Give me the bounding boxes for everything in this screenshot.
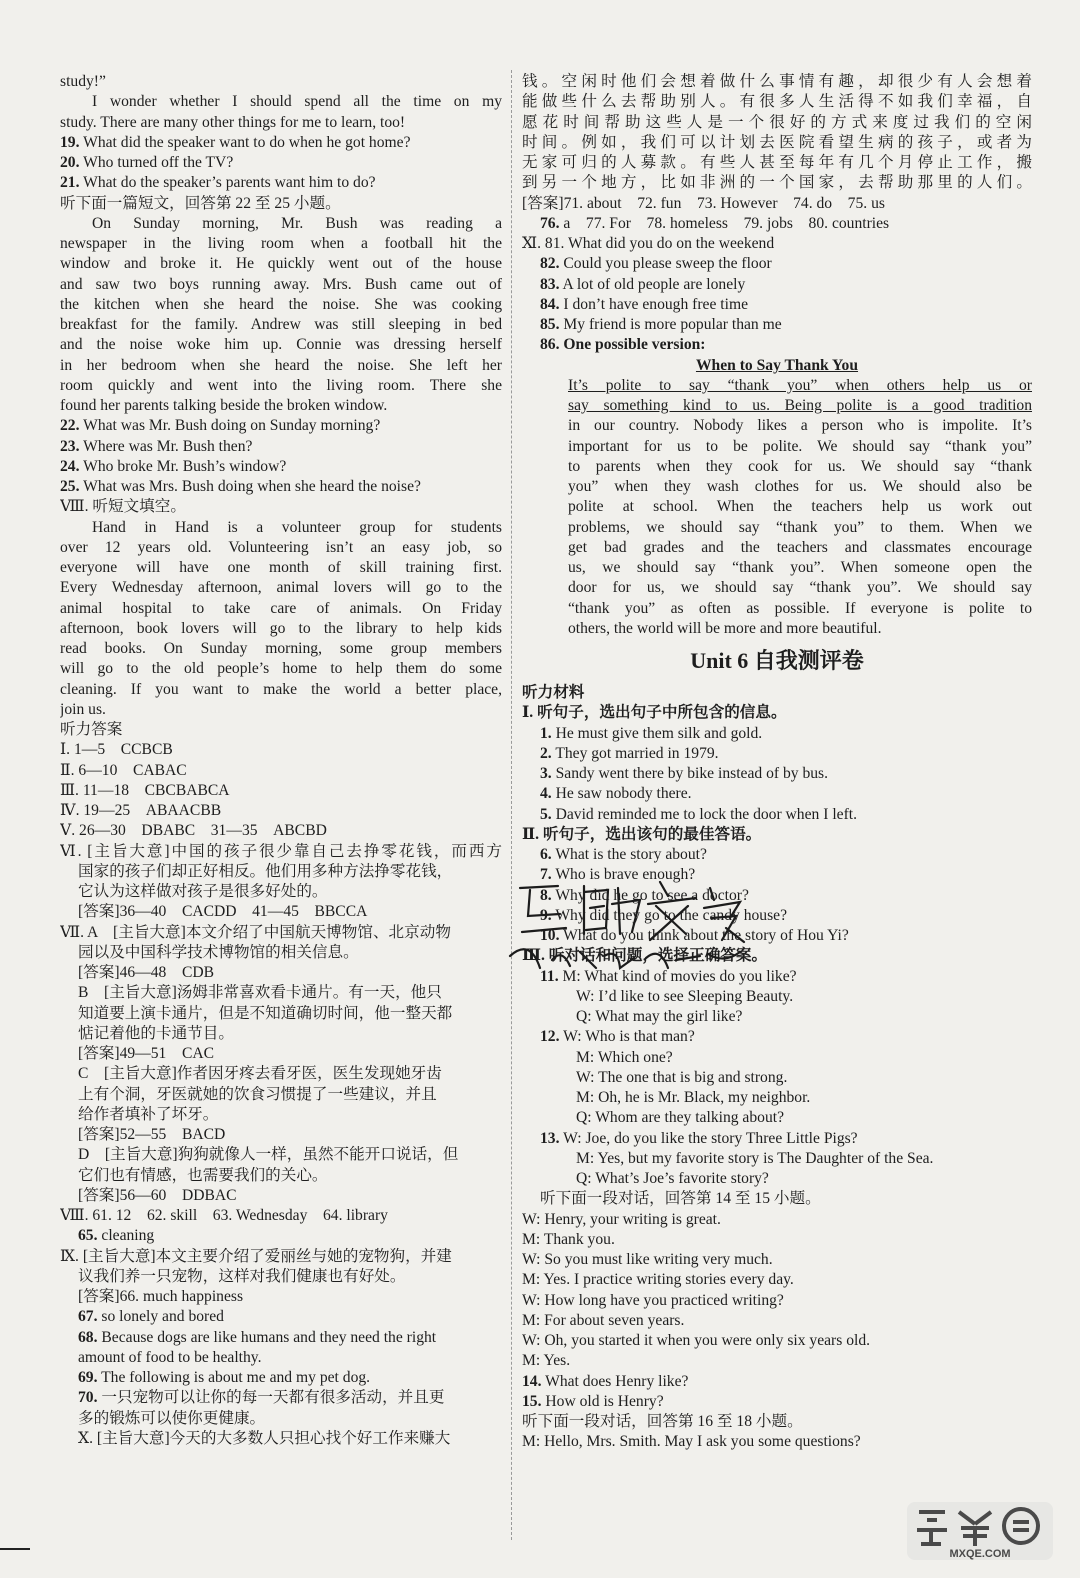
right-column-line: It’s polite to say “thank you” when others help us or [568,376,1032,394]
left-column-line: read books. On Sunday morning, some group members [60,640,502,657]
right-column-line: 钱。空闲时他们会想着做什么事情有趣，却很少有人会想着 [522,73,1032,90]
handwritten-watermark [500,868,780,978]
left-column-line: 听力答案 [60,721,123,738]
left-column-line: 68. Because dogs are like humans and they need the right [78,1328,437,1346]
right-column-line: 听力材料 [522,684,585,701]
left-column-line: window and broke it. He quickly went out of the house [60,255,502,273]
right-column-line: 能做些什么去帮助别人。有很多人生活得不如我们幸福，自 [522,93,1032,111]
right-column-line: 9. Why did they go to the candy house? [540,906,788,924]
left-column-line: the kitchen when she heard the noise. She was cooking [60,295,502,313]
right-column-line: M: For about seven years. [522,1311,685,1329]
right-column-line: W: I’d like to see Sleeping Beauty. [576,987,794,1005]
left-column-line: D [主旨大意]狗狗就像人一样，虽然不能开口说话，但 [78,1146,459,1164]
right-column-line: Q: Whom are they talking about? [576,1109,785,1127]
left-column-line: Ⅱ. 6—10 CABAC [60,761,187,779]
right-column-line: 15. How old is Henry? [522,1392,664,1410]
right-column-line: 无家可归的人募款。有些人甚至每年有几个月停止工作，搬 [522,154,1032,171]
svg-text:MXQE.COM: MXQE.COM [949,1548,1011,1560]
left-column-line: 25. What was Mrs. Bush doing when she heard the noise? [60,478,421,495]
left-column-line: Ⅲ. 11—18 CBCBABCA [60,781,230,799]
left-column-line: On Sunday morning, Mr. Bush was reading a [92,214,502,232]
right-column-line: 10. What do you think about the story of Hou Yi? [540,927,849,944]
right-column-line: 3. Sandy went there by bike instead of by bus. [540,765,829,782]
right-column-line: to parents when they cook for us. We should say “thank [568,457,1032,475]
left-column-line: cleaning. If you want to make the world a better place, [60,680,502,698]
left-column-line: 24. Who broke Mr. Bush’s window? [60,457,287,475]
left-column-line: everyone will have one month of skill training first. [60,559,502,576]
right-column-line: W: Henry, your writing is great. [522,1210,721,1228]
left-column-line: 69. The following is about me and my pet dog. [78,1369,371,1386]
left-column-line: Ⅶ. A [主旨大意]本文介绍了中国航天博物馆、北京动物 [60,923,451,941]
left-column-line: 国家的孩子们却正好相反。他们用多种方法挣零花钱， [78,862,453,880]
left-column-line: Ⅳ. 19—25 ABAACBB [60,802,222,819]
left-column-line: Ⅴ. 26—30 DBABC 31—35 ABCBD [60,822,327,840]
left-column-line: 知道要上演卡通片，但是不知道确切时间，他一整天都 [78,1004,453,1022]
left-column-line: C [主旨大意]作者因牙疼去看牙医，医生发现她牙齿 [78,1065,442,1083]
left-column-line: [答案]36—40 CACDD 41—45 BBCCA [78,903,368,921]
right-column-line: 14. What does Henry like? [522,1372,689,1390]
left-column-line: study. There are many other things for me to learn, too! [60,113,406,131]
right-column-line: M: Yes, but my favorite story is The Daughter of the Sea. [576,1149,934,1167]
left-column-line: 65. cleaning [78,1227,155,1245]
left-column-line: 20. Who turned off the TV? [60,154,234,171]
left-column-line: study!” [60,73,106,90]
left-column-line: Every Wednesday afternoon, animal lovers will go to the [60,579,502,597]
left-column-line: [答案]46—48 CDB [78,964,215,981]
left-column-line: Ⅷ. 61. 12 62. skill 63. Wednesday 64. library [60,1207,388,1224]
right-column-line: Ⅱ. 听句子，选出该句的最佳答语。 [522,825,762,843]
left-column-line: in her bedroom when she heard the noise. She left her [60,356,502,374]
right-column-line: W: The one that is big and strong. [576,1068,788,1086]
right-column-line: 听下面一段对话，回答第 14 至 15 小题。 [540,1190,821,1208]
right-column-line: 83. A lot of old people are lonely [540,275,746,293]
column-divider [511,70,512,1540]
left-column-line: Ⅹ. [主旨大意]今天的大多数人只担心找个好工作来赚大 [78,1429,451,1447]
right-column-line: M: Oh, he is Mr. Black, my neighbor. [576,1089,811,1106]
right-column-line: 听下面一段对话，回答第 16 至 18 小题。 [522,1413,803,1430]
right-column-line: Unit 6 自我测评卷 [690,648,864,673]
right-column-line: Q: What may the girl like? [576,1008,743,1025]
right-column-line: 5. David reminded me to lock the door when I left. [540,805,857,823]
left-column-line: room quickly and went into the living room. There she [60,376,502,394]
right-column-line: 时间。例如，我们可以计划去医院看望生病的孩子，或者为 [522,133,1032,151]
right-column-line: W: So you must like writing very much. [522,1251,773,1268]
right-column-line: 12. W: Who is that man? [540,1028,695,1046]
left-column-line: Hand in Hand is a volunteer group for students [92,518,502,536]
right-column-line: 85. My friend is more popular than me [540,316,782,333]
right-column-line: in our country. Nobody likes a person who is impolite. It’s [568,417,1032,435]
right-column-line: W: How long have you practiced writing? [522,1291,784,1309]
left-column-line: Ⅷ. 听短文填空。 [60,498,186,516]
right-column-line: important for us to be polite. We should say “thank you” [568,437,1032,455]
left-column-line: 上有个洞，牙医就她的饮食习惯提了一些建议，并且 [78,1085,437,1103]
left-column-line: Ⅵ. [主旨大意]中国的孩子很少靠自己去挣零花钱，而西方 [60,842,502,860]
left-column-line: over 12 years old. Volunteering isn’t an easy job, so [60,538,502,556]
right-column-line: 13. W: Joe, do you like the story Three Little Pigs? [540,1129,858,1147]
right-column-line: 6. What is the story about? [540,846,707,863]
left-column-line: 22. What was Mr. Bush doing on Sunday morning? [60,417,381,435]
left-column-line: Ⅰ. 1—5 CCBCB [60,741,173,759]
left-column-line: 70. 一只宠物可以让你的每一天都有很多活动，并且更 [78,1389,445,1407]
left-column-line: 19. What did the speaker want to do when he got home? [60,133,411,151]
right-column-line: 1. He must give them silk and gold. [540,724,763,742]
right-column-line: M: Yes. [522,1352,571,1370]
right-column [522,72,1032,1453]
left-column-line: will go to the old people’s home to help them do some [60,660,502,678]
left-column-line: [答案]66. much happiness [78,1288,244,1305]
left-column-line: 它们也有情感，也需要我们的关心。 [78,1166,328,1184]
left-column-line: I wonder whether I should spend all the time on my [92,93,502,111]
right-column-line: M: Thank you. [522,1230,615,1248]
right-column-line: 到另一个地方，比如非洲的一个国家，去帮助那里的人们。 [522,174,1032,192]
left-column-line: breakfast for the family. Andrew was still sleeping in bed [60,316,502,333]
left-column-line: and the noise woke him up. Connie was dressing herself [60,336,502,354]
site-stamp-logo [905,1500,1055,1562]
left-column-line: 议我们养一只宠物，这样对我们健康也有好处。 [78,1267,406,1285]
right-column-line: Ⅰ. 听句子，选出句子中所包含的信息。 [522,704,787,722]
right-column-line: M: Hello, Mrs. Smith. May I ask you some questions? [522,1433,861,1451]
right-column-line: problems, we should say “thank you” to them. When we [568,518,1032,536]
right-column-line: door for us, we should say “thank you”. We should say [568,579,1032,597]
right-column-line: 4. He saw nobody there. [540,785,692,803]
left-column-line: 多的锻炼可以使你更健康。 [78,1409,266,1427]
right-column-line: you” when they wash clothes for us. We should also be [568,478,1032,495]
right-column-line: get bad grades and the teachers and classmates encourage [568,538,1032,556]
right-column-line: 86. One possible version: [540,336,706,354]
right-column-line: Ⅲ. 听对话和问题，选择正确答案。 [522,947,768,965]
right-column-line: polite at school. When the teachers help us work out [568,498,1032,516]
left-column-line: 园以及中国科学技术博物馆的相关信息。 [78,943,359,961]
right-column-line: others, the world will be more and more beautiful. [568,619,882,637]
right-column-line: 84. I don’t have enough free time [540,295,749,313]
left-column-line: 21. What do the speaker’s parents want him to do? [60,174,376,192]
right-column-line: When to Say Thank You [695,356,859,374]
right-column-line: M: Which one? [576,1048,673,1066]
right-column-line: Q: What’s Joe’s favorite story? [576,1170,769,1187]
left-column-line: [答案]49—51 CAC [78,1045,215,1062]
left-column-line: 给作者填补了坏牙。 [78,1105,219,1123]
left-column-line: newspaper in the living room when a football hit the [60,235,502,252]
right-column-line: 8. Why did he go to see a doctor? [540,886,749,904]
left-column-line: afternoon, book lovers will go to the library to help kids [60,619,502,637]
right-column-line: 82. Could you please sweep the floor [540,255,772,273]
left-column-line: amount of food to be healthy. [78,1348,262,1366]
left-column [60,72,502,1449]
right-column-line: 76. a 77. For 78. homeless 79. jobs 80. countries [540,214,890,232]
left-column-line: 惦记着他的卡通节目。 [78,1024,234,1042]
left-column-line: and saw two boys running away. Mrs. Bush came out of [60,275,502,293]
left-column-line: join us. [60,700,106,718]
right-column-line: 11. M: What kind of movies do you like? [540,967,797,985]
right-column-line: W: Oh, you started it when you were only six years old. [522,1332,871,1349]
right-column-line: 2. They got married in 1979. [540,744,719,762]
right-column-line: M: Yes. I practice writing stories every day. [522,1271,794,1289]
right-column-line: 愿花时间帮助这些人是一个很好的方式来度过我们的空闲 [522,113,1032,131]
right-column-line: say something kind to us. Being polite is a good tradition [568,397,1032,414]
right-column-line: us, we should say “thank you”. When someone open the [568,559,1032,576]
left-column-line: 67. so lonely and bored [78,1308,224,1326]
left-column-line: found her parents talking beside the broken window. [60,397,388,414]
right-column-line: 7. Who is brave enough? [540,866,696,884]
right-column-line: “thank you” as often as possible. If everyone is polite to [568,599,1032,617]
left-column-line: 它认为这样做对孩子是很多好处的。 [78,883,328,900]
left-column-line: Ⅸ. [主旨大意]本文主要介绍了爱丽丝与她的宠物狗，并建 [60,1247,452,1265]
left-column-line: B [主旨大意]汤姆非常喜欢看卡通片。有一天，他只 [78,984,442,1002]
left-column-line: 听下面一篇短文，回答第 22 至 25 小题。 [60,194,341,212]
left-column-line: [答案]52—55 BACD [78,1126,226,1143]
left-column-line: 23. Where was Mr. Bush then? [60,437,253,455]
page-corner-mark [0,1548,30,1550]
left-column-line: [答案]56—60 DDBAC [78,1186,237,1204]
left-column-line: animal hospital to take care of animals. On Friday [60,599,502,617]
right-column-line: [答案]71. about 72. fun 73. However 74. do 75. us [522,194,885,212]
right-column-line: Ⅺ. 81. What did you do on the weekend [522,235,775,252]
